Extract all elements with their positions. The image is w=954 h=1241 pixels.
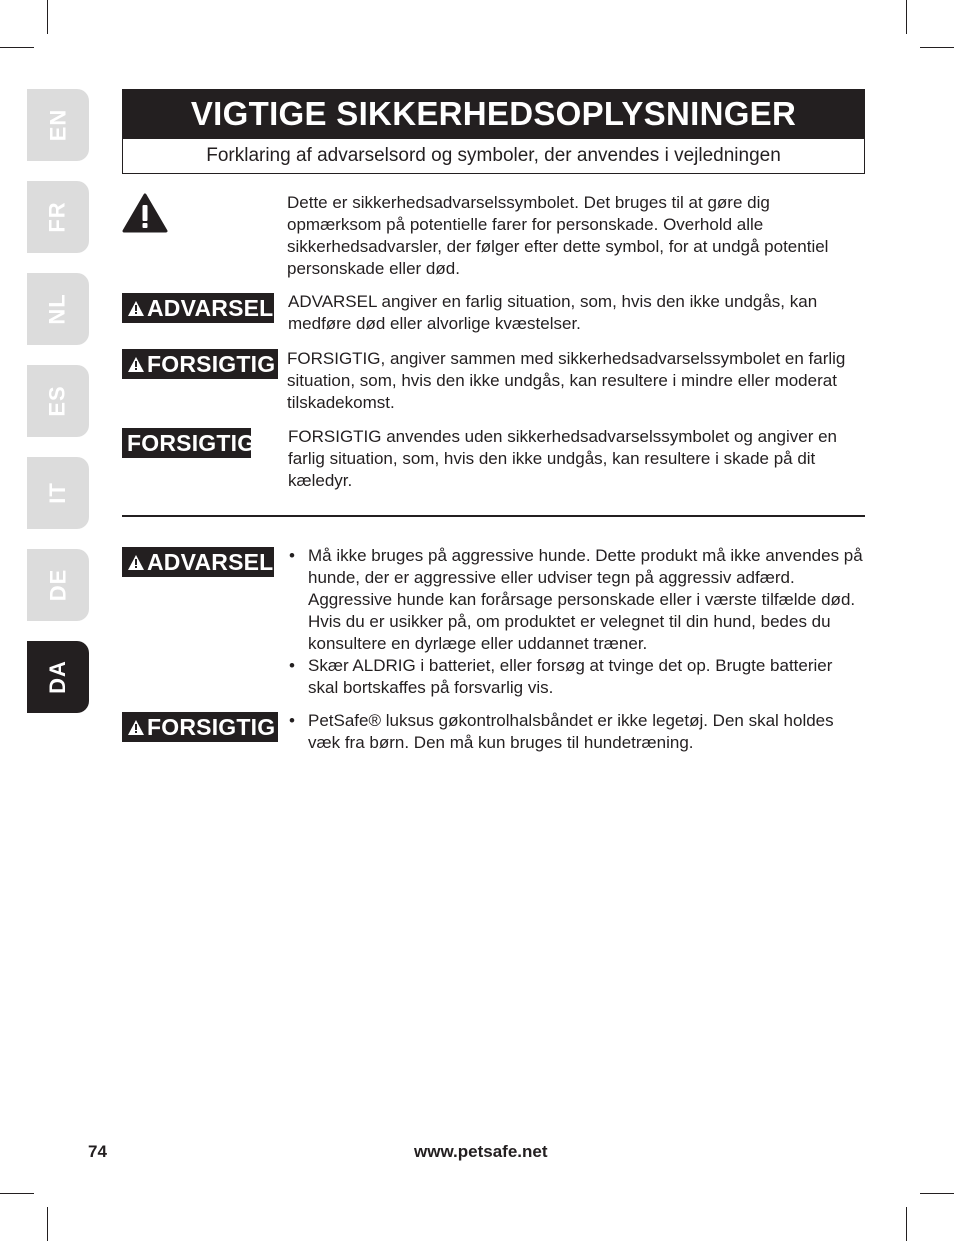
page-number: 74 xyxy=(88,1142,107,1161)
tab-label: ES xyxy=(44,385,70,417)
tab-label: FR xyxy=(44,201,70,233)
symbol-description: Dette er sikkerhedsadvarselssymbolet. Det bruges til at gøre dig opmærksom på potentielle farer for personskade. Overhold alle sikkerhedsadvarsler, der følger efter dette symbol, for at undgå potentiel personskade eller død. xyxy=(287,193,829,278)
list-item: • Må ikke bruges på aggressive hunde. Dette produkt må ikke anvendes på hunde, der er aggressive eller udviser tegn på aggressiv adfærd. Aggressive hunde kan forårsage personskade eller i værste tilfælde død. Hvis du er usikker på, om produktet er velegnet til din hund, bedes du konsultere en dyrlæge eller uddannet træner. xyxy=(287,545,867,655)
list-item: • Skær ALDRIG i batteriet, eller forsøg at tvinge det op. Brugte batterier skal bortskaffes på forsvarlig vis. xyxy=(287,655,867,699)
tab-da[interactable] xyxy=(27,641,89,713)
label-text: FORSIGTIG xyxy=(127,429,256,456)
label-text: ADVARSEL xyxy=(147,548,274,575)
crop-mark xyxy=(0,47,34,48)
tab-de[interactable] xyxy=(27,549,89,621)
crop-mark xyxy=(906,0,907,34)
warning-triangle-icon xyxy=(127,719,145,736)
tab-label: DA xyxy=(45,660,70,694)
tab-label: NL xyxy=(44,293,70,325)
label-text: FORSIGTIG xyxy=(147,713,276,740)
page-title: VIGTIGE SIKKERHEDSOPLYSNINGER xyxy=(122,89,865,139)
tab-label: EN xyxy=(45,108,70,142)
forsigtig-list xyxy=(287,710,857,754)
warning-triangle-icon xyxy=(127,356,145,373)
safety-alert-icon xyxy=(122,193,168,233)
crop-mark xyxy=(920,47,954,48)
tab-label: IT xyxy=(45,482,70,504)
crop-mark xyxy=(906,1207,907,1241)
tab-label: DE xyxy=(45,568,70,602)
advarsel-description: ADVARSEL angiver en farlig situation, som, hvis den ikke undgås, kan medføre død eller alvorlige kvæstelser. xyxy=(288,292,818,333)
crop-mark xyxy=(0,1193,34,1194)
crop-mark xyxy=(920,1193,954,1194)
forsigtig-label xyxy=(122,712,278,742)
tab-en[interactable] xyxy=(27,89,89,161)
forsigtig-label xyxy=(122,349,278,379)
footer-url[interactable]: www.petsafe.net xyxy=(414,1142,548,1161)
warning-triangle-icon xyxy=(127,554,145,571)
forsigtig-plain-description: FORSIGTIG anvendes uden sikkerhedsadvarselssymbolet og angiver en farlig situation, som, hvis den ikke undgås, kan resultere i skade på dit kæledyr. xyxy=(288,427,837,490)
list-item: • PetSafe® luksus gøkontrolhalsbåndet er ikke legetøj. Den skal holdes væk fra børn. Den må kun bruges til hundetræning. xyxy=(287,710,857,754)
tab-es[interactable] xyxy=(27,365,89,437)
warning-triangle-icon xyxy=(127,300,145,317)
label-text: ADVARSEL xyxy=(147,294,274,321)
advarsel-label xyxy=(122,293,274,323)
crop-mark xyxy=(47,0,48,34)
forsigtig-description: FORSIGTIG, angiver sammen med sikkerhedsadvarselssymbolet en farlig situation, som, hvis den ikke undgås, kan resultere i mindre eller moderat tilskadekomst. xyxy=(287,349,846,412)
tab-it[interactable] xyxy=(27,457,89,529)
page-subtitle: Forklaring af advarselsord og symboler, der anvendes i vejledningen xyxy=(122,139,865,174)
tab-nl[interactable] xyxy=(27,273,89,345)
section-divider xyxy=(122,515,865,517)
advarsel-label xyxy=(122,547,274,577)
advarsel-list xyxy=(287,545,867,699)
label-text: FORSIGTIG xyxy=(147,350,276,377)
tab-fr[interactable] xyxy=(27,181,89,253)
crop-mark xyxy=(47,1207,48,1241)
forsigtig-plain-label xyxy=(122,428,256,458)
